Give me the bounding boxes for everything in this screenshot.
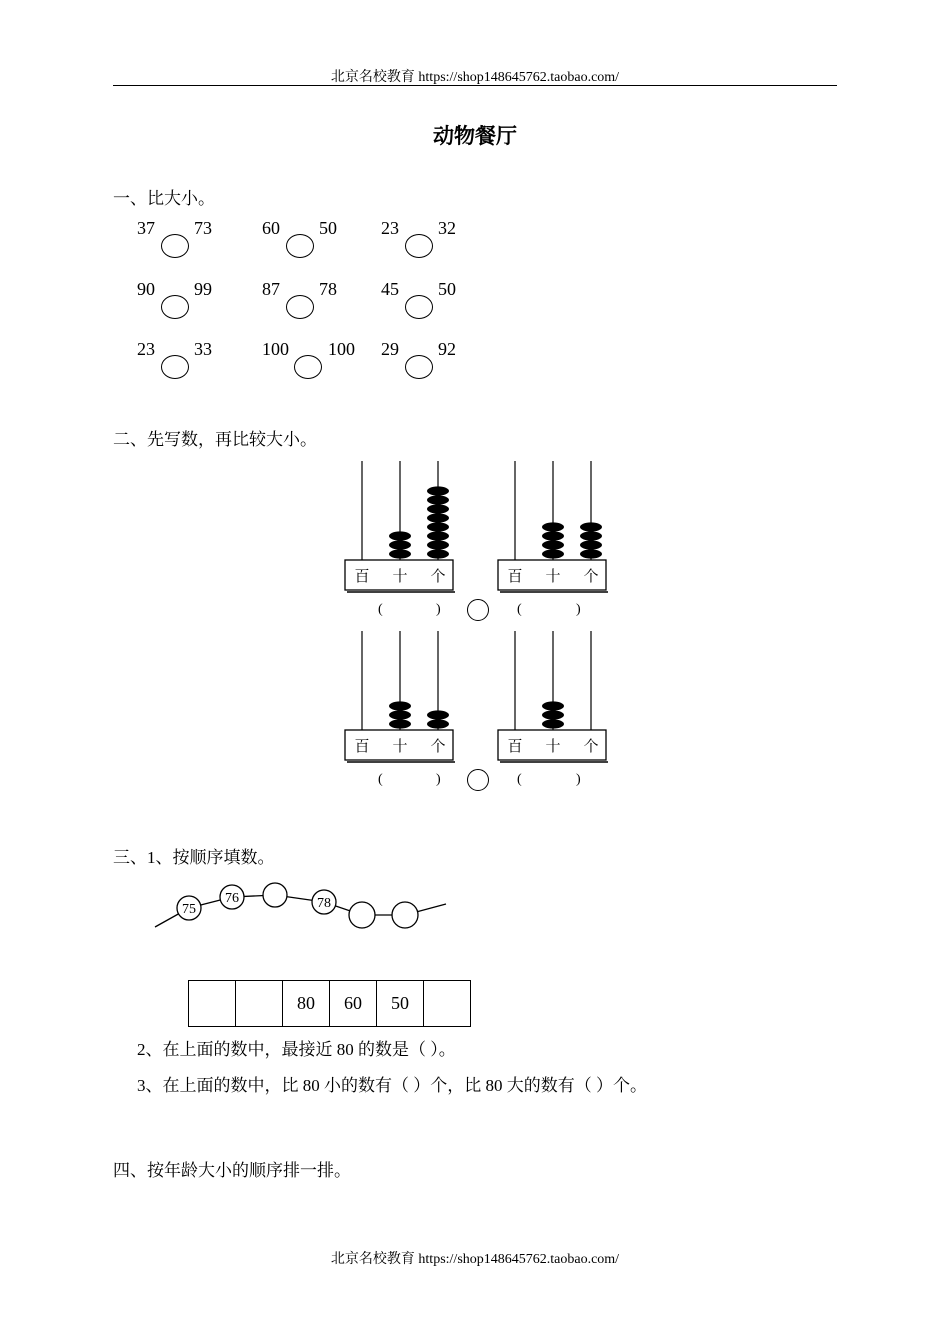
section-2-heading: 二、先写数，再比较大小。 — [113, 430, 317, 449]
abacus-bead — [580, 531, 602, 540]
abacus-bead — [542, 531, 564, 540]
abacus-bead — [389, 549, 411, 558]
blank-4-open: ( — [517, 772, 522, 787]
compare-left-number: 45 — [381, 279, 399, 299]
compare-right-number: 50 — [438, 279, 456, 299]
abacus-bead — [389, 701, 411, 710]
abacus-bead — [542, 710, 564, 719]
compare-circle[interactable] — [161, 355, 189, 379]
blank-1-close: ) — [436, 602, 441, 617]
bead-chain — [150, 875, 450, 935]
compare-circle[interactable] — [286, 234, 314, 258]
abacus-bead — [427, 540, 449, 549]
place-label: 个 — [430, 567, 446, 585]
abacus-bead — [427, 522, 449, 531]
place-label: 百 — [507, 737, 523, 755]
question-3: 3、在上面的数中，比 80 小的数有（ ）个，比 80 大的数有（ ）个。 — [137, 1076, 647, 1095]
table-cell: 60 — [330, 981, 377, 1027]
compare-circle[interactable] — [405, 355, 433, 379]
abacus-bead — [389, 719, 411, 728]
abacus-bead — [389, 710, 411, 719]
compare-right-number: 33 — [194, 339, 212, 359]
blank-4-close: ) — [576, 772, 581, 787]
place-label: 十 — [545, 737, 561, 755]
compare-left-number: 23 — [137, 339, 155, 359]
chain-bead — [349, 902, 375, 928]
blank-3-close: ) — [436, 772, 441, 787]
compare-left-number: 60 — [262, 218, 280, 238]
section-4-heading: 四、按年龄大小的顺序排一排。 — [113, 1161, 351, 1180]
compare-circle[interactable] — [286, 295, 314, 319]
blank-2-open: ( — [517, 602, 522, 617]
compare-right-number: 50 — [319, 218, 337, 238]
abacus-bead — [580, 540, 602, 549]
compare-left-number: 29 — [381, 339, 399, 359]
compare-left-number: 23 — [381, 218, 399, 238]
abacus-bead — [427, 719, 449, 728]
compare-left-number: 87 — [262, 279, 280, 299]
abacus-bead — [542, 522, 564, 531]
page-footer: 北京名校教育 https://shop148645762.taobao.com/ — [330, 1252, 620, 1267]
abacus-bead — [580, 522, 602, 531]
blank-3-open: ( — [378, 772, 383, 787]
page-header: 北京名校教育 https://shop148645762.taobao.com/ — [330, 70, 620, 85]
place-label: 十 — [545, 567, 561, 585]
compare-right-number: 99 — [194, 279, 212, 299]
compare-circle[interactable] — [161, 234, 189, 258]
compare-circle[interactable] — [161, 295, 189, 319]
abacus-bead — [580, 549, 602, 558]
abacus-bead — [542, 701, 564, 710]
chain-bead — [392, 902, 418, 928]
compare-left-number: 100 — [262, 339, 289, 359]
chain-bead — [263, 883, 287, 907]
compare-left-number: 37 — [137, 218, 155, 238]
abacus-bead — [427, 531, 449, 540]
compare-right-number: 32 — [438, 218, 456, 238]
compare-left-number: 90 — [137, 279, 155, 299]
compare-right-number: 78 — [319, 279, 337, 299]
place-label: 个 — [430, 737, 446, 755]
abacus-bead — [427, 710, 449, 719]
table-cell[interactable] — [236, 981, 283, 1027]
compare-circle[interactable] — [294, 355, 322, 379]
header-rule — [113, 85, 837, 86]
table-cell: 80 — [283, 981, 330, 1027]
abacus-bead — [427, 486, 449, 495]
abacus-bead — [427, 549, 449, 558]
compare-circle-abacus-2[interactable] — [467, 769, 489, 791]
compare-circle-abacus-1[interactable] — [467, 599, 489, 621]
abacus-bead — [542, 719, 564, 728]
blank-1-open: ( — [378, 602, 383, 617]
abacus-bead — [389, 531, 411, 540]
abacus-bead — [427, 504, 449, 513]
chain-bead-number: 75 — [182, 902, 196, 917]
number-table — [188, 980, 471, 1027]
chain-bead-number: 78 — [317, 896, 331, 911]
abacus-bead — [427, 495, 449, 504]
blank-2-close: ) — [576, 602, 581, 617]
place-label: 百 — [354, 567, 370, 585]
section-3-heading: 三、1、按顺序填数。 — [113, 848, 275, 867]
table-cell[interactable] — [424, 981, 471, 1027]
place-label: 个 — [583, 737, 599, 755]
abacus-bead — [542, 549, 564, 558]
abacus-figure — [330, 455, 630, 800]
compare-circle[interactable] — [405, 234, 433, 258]
table-cell: 50 — [377, 981, 424, 1027]
place-label: 十 — [392, 567, 408, 585]
compare-right-number: 92 — [438, 339, 456, 359]
abacus-bead — [427, 513, 449, 522]
section-1-heading: 一、比大小。 — [113, 189, 215, 208]
page-title: 动物餐厅 — [433, 124, 517, 148]
place-label: 个 — [583, 567, 599, 585]
chain-bead-number: 76 — [225, 891, 239, 906]
compare-circle[interactable] — [405, 295, 433, 319]
question-2: 2、在上面的数中，最接近 80 的数是（ ）。 — [137, 1040, 456, 1059]
place-label: 十 — [392, 737, 408, 755]
place-label: 百 — [354, 737, 370, 755]
compare-right-number: 73 — [194, 218, 212, 238]
abacus-bead — [542, 540, 564, 549]
abacus-bead — [389, 540, 411, 549]
compare-right-number: 100 — [328, 339, 355, 359]
table-cell[interactable] — [189, 981, 236, 1027]
place-label: 百 — [507, 567, 523, 585]
